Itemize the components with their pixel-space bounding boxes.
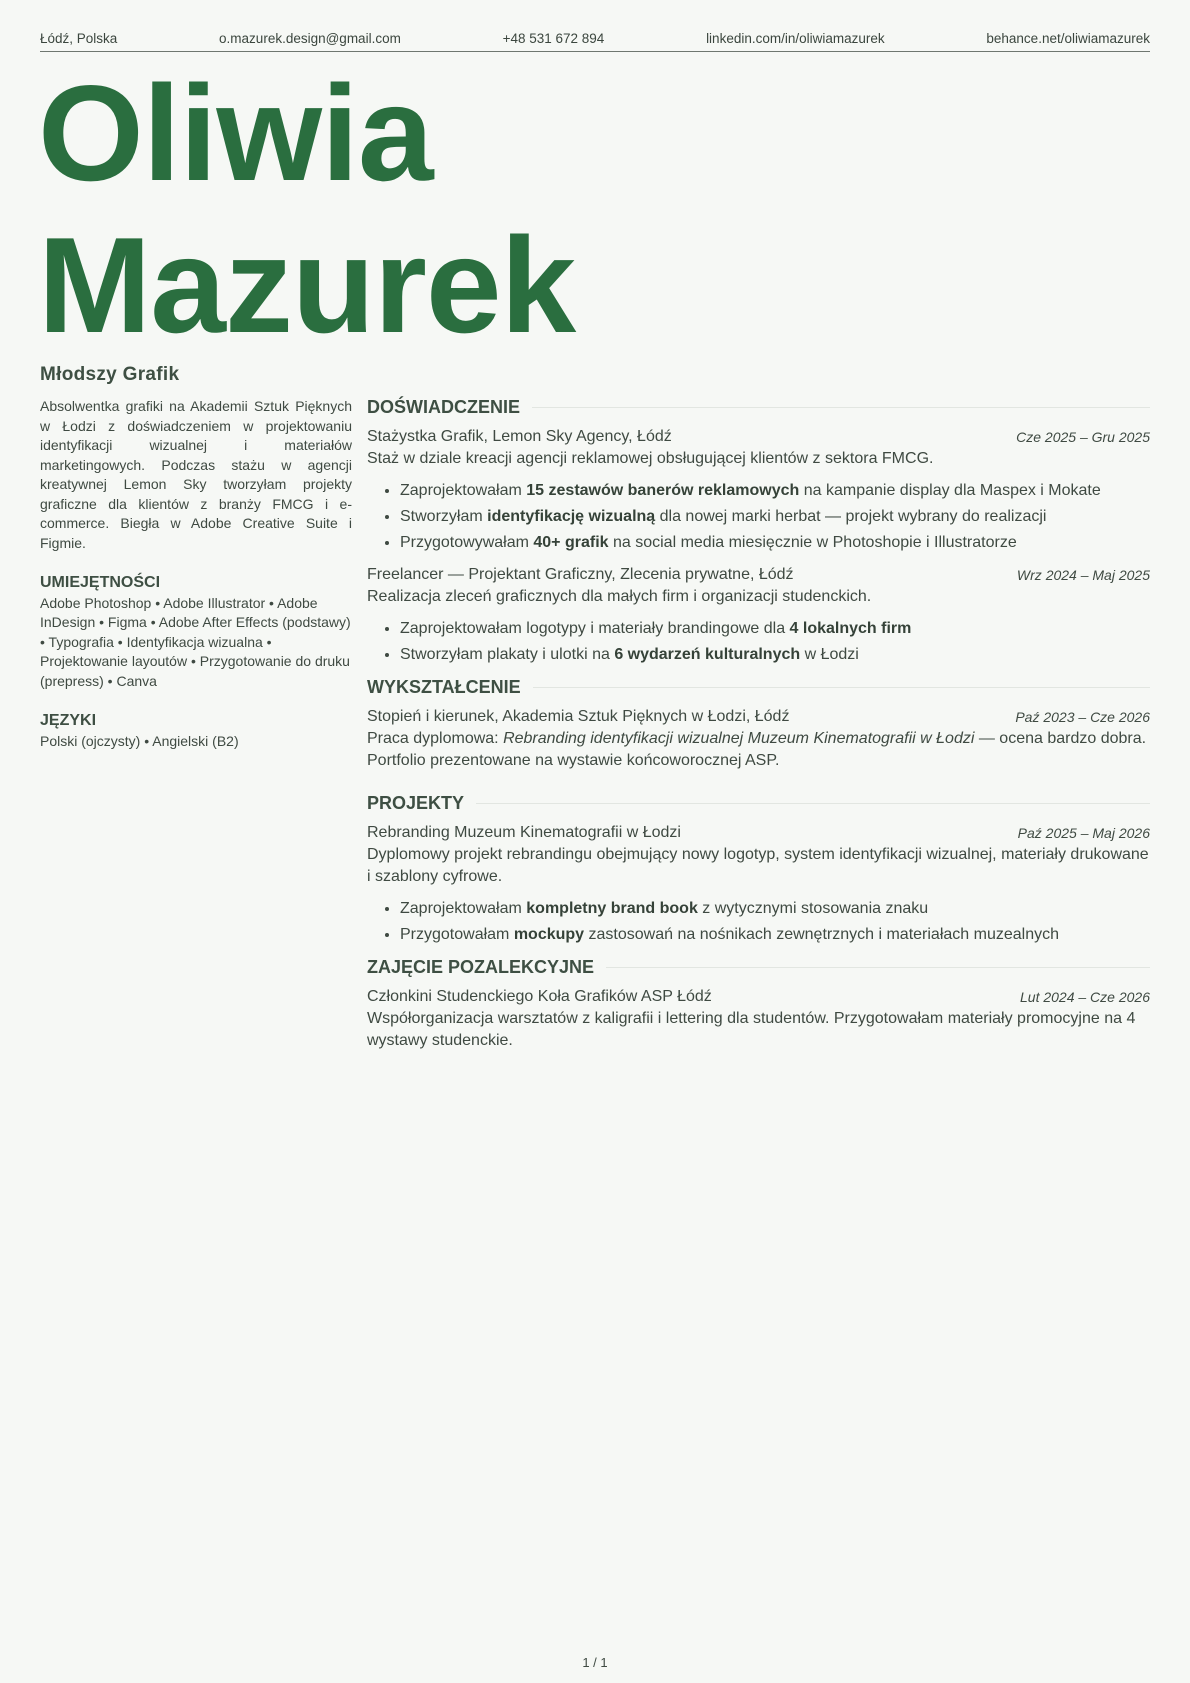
bullet-item	[400, 506, 1150, 528]
entry-date: Paź 2025 – Maj 2026	[1017, 825, 1150, 841]
bullet-item	[400, 480, 1150, 502]
bullet-list	[367, 480, 1150, 554]
bullet-text: Zaprojektowałam	[400, 482, 527, 499]
bullet-text: zastosowań na nośnikach zewnętrznych i materiałach muzealnych	[584, 926, 1059, 943]
bullet-text: Przygotowywałam	[400, 534, 534, 551]
languages-heading: JĘZYKI	[40, 712, 97, 729]
bullet-item	[400, 898, 1150, 920]
experience-heading: DOŚWIADCZENIE	[367, 397, 520, 417]
desc-text: — ocena bardzo dobra. Portfolio prezentowane na wystawie końcoworocznej ASP.	[367, 730, 1147, 769]
contact-email[interactable]: o.mazurek.design@gmail.com	[219, 31, 401, 46]
entry-heading: Stażystka Grafik, Lemon Sky Agency, Łódź	[367, 428, 672, 445]
extracurricular-entry	[367, 986, 1150, 1052]
entry-description: Realizacja zleceń graficznych dla małych firm i organizacji studenckich.	[367, 588, 872, 605]
contact-behance[interactable]: behance.net/oliwiamazurek	[986, 31, 1150, 46]
extracurricular-heading: ZAJĘCIE POZALEKCYJNE	[367, 957, 595, 977]
bullet-text: w Łodzi	[800, 646, 859, 663]
education-entry	[367, 706, 1150, 772]
bullet-item	[400, 924, 1150, 946]
divider	[532, 407, 1150, 408]
experience-list	[367, 426, 1150, 666]
bullet-item	[400, 532, 1150, 554]
thesis-title: Rebranding identyfikacji wizualnej Muzeum Kinematografii w Łodzi	[503, 730, 975, 747]
skills-list: Adobe Photoshop • Adobe Illustrator • Adobe InDesign • Figma • Adobe After Effects (podstawy) • Typografia • Identyfikacja wizualna • Projektowanie layoutów • Przygotowanie do druku (prepress) • Canva	[40, 594, 351, 689]
bullet-highlight: 15 zestawów banerów reklamowych	[526, 482, 800, 499]
bullet-text: Przygotowałam	[400, 926, 514, 943]
experience-entry	[367, 564, 1150, 666]
bullet-highlight: 6 wydarzeń kulturalnych	[614, 646, 801, 663]
bullet-highlight: mockupy	[513, 926, 585, 943]
contact-location: Łódź, Polska	[40, 31, 118, 46]
languages-list: Polski (ojczysty) • Angielski (B2)	[40, 732, 239, 749]
entry-date: Wrz 2024 – Maj 2025	[1016, 567, 1150, 583]
entry-heading: Stopień i kierunek, Akademia Sztuk Pięknych w Łodzi, Łódź	[367, 708, 790, 725]
entry-description: Dyplomowy projekt rebrandingu obejmujący nowy logotyp, system identyfikacji wizualnej, materiały drukowane i szablony cyfrowe.	[367, 846, 1149, 885]
project-entry	[367, 822, 1150, 946]
full-name	[38, 57, 575, 361]
divider	[606, 967, 1150, 968]
sidebar	[40, 397, 352, 751]
skills-heading: UMIEJĘTNOŚCI	[40, 574, 161, 591]
bullet-text: na social media miesięcznie w Photoshopie i Illustratorze	[608, 534, 1017, 551]
bullet-text: Zaprojektowałam	[400, 900, 527, 917]
entry-description: Staż w dziale kreacji agencji reklamowej obsługującej klientów z sektora FMCG.	[367, 450, 934, 467]
bullet-text: na kampanie display dla Maspex i Mokate	[799, 482, 1101, 499]
bullet-item	[400, 644, 1150, 666]
last-name: Mazurek	[38, 209, 576, 361]
entry-date: Cze 2025 – Gru 2025	[1016, 429, 1150, 445]
entry-heading: Freelancer — Projektant Graficzny, Zlecenia prywatne, Łódź	[367, 566, 794, 583]
projects-section-header	[367, 792, 1150, 814]
desc-text: Praca dyplomowa:	[367, 730, 504, 747]
experience-entry	[367, 426, 1150, 554]
bullet-text: dla nowej marki herbat — projekt wybrany do realizacji	[655, 508, 1047, 525]
bullet-highlight: 4 lokalnych firm	[789, 620, 912, 637]
entry-description	[367, 728, 1150, 772]
bullet-text: z wytycznymi stosowania znaku	[697, 900, 929, 917]
bullet-item	[400, 618, 1150, 640]
divider	[476, 803, 1150, 804]
contact-bar	[40, 31, 1150, 52]
entry-date: Lut 2024 – Cze 2026	[1020, 989, 1150, 1005]
projects-heading: PROJEKTY	[367, 793, 465, 813]
bullet-highlight: 40+ grafik	[533, 534, 609, 551]
page-number: 1 / 1	[582, 1655, 608, 1670]
bullet-highlight: identyfikację wizualną	[487, 508, 656, 525]
summary: Absolwentka grafiki na Akademii Sztuk Pięknych w Łodzi z doświadczeniem w projektowaniu identyfikacji wizualnej i materiałów marketingowych. Podczas stażu w agencji kreatywnej Lemon Sky tworzyłam projekty graficzne dla klientów z branży FMCG i e-commerce. Biegła w Adobe Creative Suite i Figmie.	[40, 398, 352, 551]
bullet-highlight: kompletny brand book	[526, 900, 698, 917]
education-heading: WYKSZTAŁCENIE	[367, 677, 521, 697]
experience-section-header	[367, 396, 1150, 418]
divider	[533, 687, 1150, 688]
bullet-text: Stworzyłam plakaty i ulotki na	[400, 646, 615, 663]
main-content	[367, 396, 1150, 1052]
entry-date: Paź 2023 – Cze 2026	[1015, 709, 1150, 725]
entry-heading: Członkini Studenckiego Koła Grafików ASP Łódź	[367, 988, 712, 1005]
first-name: Oliwia	[38, 57, 433, 209]
bullet-list	[367, 898, 1150, 946]
bullet-text: Stworzyłam	[400, 508, 488, 525]
contact-linkedin[interactable]: linkedin.com/in/oliwiamazurek	[706, 31, 885, 46]
entry-heading: Rebranding Muzeum Kinematografii w Łodzi	[367, 824, 681, 841]
entry-description: Współorganizacja warsztatów z kaligrafii i lettering dla studentów. Przygotowałam materiały promocyjne na 4 wystawy studenckie.	[367, 1010, 1136, 1049]
job-title: Młodszy Grafik	[40, 364, 180, 385]
extracurricular-section-header	[367, 956, 1150, 978]
bullet-list	[367, 618, 1150, 666]
bullet-text: Zaprojektowałam logotypy i materiały brandingowe dla	[400, 620, 790, 637]
education-section-header	[367, 676, 1150, 698]
contact-phone[interactable]: +48 531 672 894	[502, 31, 605, 46]
